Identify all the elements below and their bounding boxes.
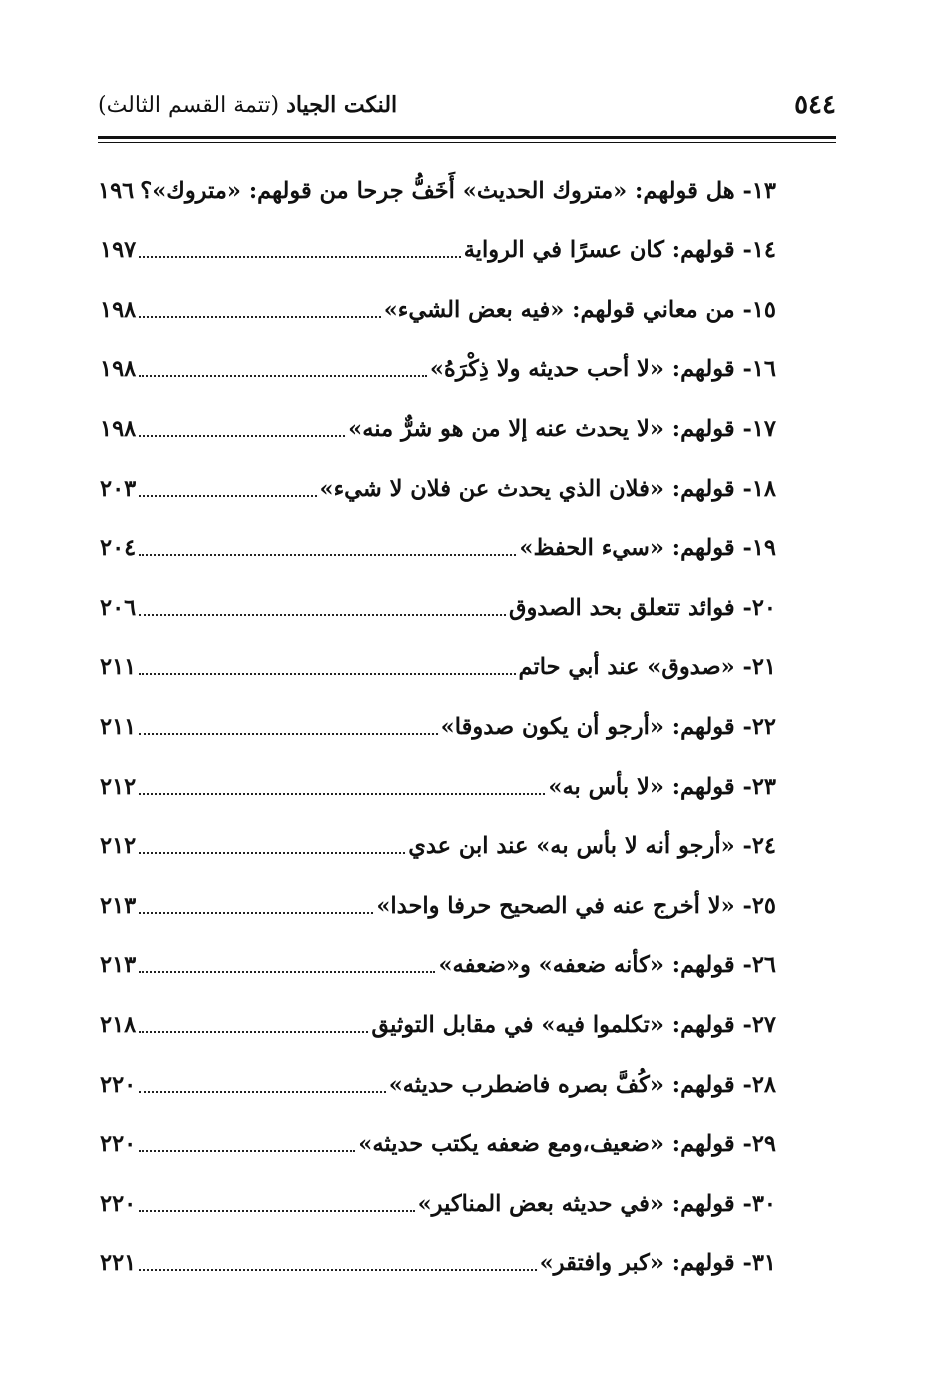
toc-entry <box>100 575 776 635</box>
header-rule-thick <box>98 136 836 139</box>
toc-page-number: ٢٢٠ <box>100 1131 137 1158</box>
dot-leader <box>139 969 435 973</box>
toc-page-number: ٢٠٤ <box>100 535 137 562</box>
toc-entry-title: ٢٧- قولهم: «تكلموا فيه» في مقابل التوثيق <box>371 1011 776 1038</box>
toc-page-number: ٢١٣ <box>100 892 137 919</box>
toc-page-number: ٢٢١ <box>100 1250 137 1277</box>
toc-page-number: ٢٠٦ <box>100 594 137 621</box>
dot-leader <box>139 1208 414 1212</box>
toc-page-number: ١٩٦ <box>98 177 135 204</box>
toc-entry-title: ٣١- قولهم: «كبر وافتقر» <box>539 1250 776 1277</box>
dot-leader <box>139 910 373 914</box>
toc-page-number: ٢١١ <box>100 713 137 740</box>
toc-entry <box>100 1112 776 1172</box>
toc-entry <box>100 218 776 278</box>
toc-entry <box>100 933 776 993</box>
dot-leader <box>139 254 460 258</box>
toc-entry-title: ١٦- قولهم: «لا أحب حديثه ولا ذِكْرَهُ» <box>429 356 776 383</box>
dot-leader <box>139 493 316 497</box>
toc-entry-title: ٢٤- «أرجو أنه لا بأس به» عند ابن عدي <box>408 833 776 860</box>
dot-leader <box>139 731 437 735</box>
dot-leader <box>139 1089 385 1093</box>
toc-entry <box>100 635 776 695</box>
dot-leader <box>139 612 506 616</box>
toc-entry-title: ٢٨- قولهم: «كُفَّ بصره فاضطرب حديثه» <box>388 1071 776 1098</box>
toc-page-number: ١٩٨ <box>100 296 137 323</box>
header-rule-thin <box>98 142 836 143</box>
toc-entry <box>100 158 776 218</box>
toc-entry-title: ٢٣- قولهم: «لا بأس به» <box>548 773 776 800</box>
toc-entry-title: ٢٩- قولهم: «ضعيف،ومع ضعفه يكتب حديثه» <box>358 1131 776 1158</box>
toc-entry <box>100 754 776 814</box>
running-header <box>98 88 836 128</box>
page-number: ٥٤٤ <box>794 90 836 120</box>
toc-entry <box>100 396 776 456</box>
toc-entry <box>100 814 776 874</box>
toc-entry <box>100 1231 776 1291</box>
dot-leader <box>139 552 516 556</box>
dot-leader <box>139 433 345 437</box>
toc-entry-title: ١٩- قولهم: «سيء الحفظ» <box>519 535 776 562</box>
toc-entry-title: ١٥- من معاني قولهم: «فيه بعض الشيء» <box>383 296 776 323</box>
toc-entry <box>100 456 776 516</box>
toc-page-number: ٢٠٣ <box>100 475 137 502</box>
toc-entry-title: ٣٠- قولهم: «في حديثه بعض المناكير» <box>417 1190 776 1217</box>
dot-leader <box>139 850 405 854</box>
toc-page-number: ٢١٨ <box>100 1011 137 1038</box>
dot-leader <box>139 1267 536 1271</box>
table-of-contents <box>100 158 776 1290</box>
toc-page-number: ١٩٨ <box>100 356 137 383</box>
toc-page-number: ٢١٢ <box>100 833 137 860</box>
toc-page-number: ١٩٨ <box>100 415 137 442</box>
toc-entry-title: ٢٠- فوائد تتعلق بحد الصدوق <box>508 594 776 621</box>
toc-entry <box>100 1171 776 1231</box>
running-title <box>98 92 397 118</box>
toc-entry-title: ١٤- قولهم: كان عسرًا في الرواية <box>463 237 776 264</box>
toc-page-number: ٢٢٠ <box>100 1190 137 1217</box>
toc-entry-title: ٢٢- قولهم: «أرجو أن يكون صدوقا» <box>440 713 776 740</box>
toc-entry-title: ١٧- قولهم: «لا يحدث عنه إلا من هو شرٌّ منه» <box>348 415 776 442</box>
dot-leader <box>139 791 545 795</box>
dot-leader <box>139 1029 368 1033</box>
toc-entry <box>100 277 776 337</box>
toc-entry <box>100 694 776 754</box>
toc-entry-title: ١٣- هل قولهم: «متروك الحديث» أَخَفُّ جرحا من قولهم: «متروك»؟ <box>140 177 776 204</box>
dot-leader <box>139 314 380 318</box>
book-title: النكت الجياد <box>286 92 398 118</box>
toc-entry-title: ٢١- «صدوق» عند أبي حاتم <box>518 654 776 681</box>
toc-entry <box>100 337 776 397</box>
toc-entry-title: ٢٦- قولهم: «كأنه ضعفه» و«ضعفه» <box>438 952 776 979</box>
toc-page-number: ٢١١ <box>100 654 137 681</box>
dot-leader <box>139 373 427 377</box>
toc-entry <box>100 1052 776 1112</box>
toc-page-number: ١٩٧ <box>100 237 137 264</box>
dot-leader <box>139 671 515 675</box>
toc-entry <box>100 516 776 576</box>
toc-page-number: ٢١٢ <box>100 773 137 800</box>
toc-entry-title: ١٨- قولهم: «فلان الذي يحدث عن فلان لا شيء» <box>319 475 776 502</box>
toc-page-number: ٢٢٠ <box>100 1071 137 1098</box>
toc-entry <box>100 873 776 933</box>
toc-entry-title: ٢٥- «لا أخرج عنه في الصحيح حرفا واحدا» <box>376 892 776 919</box>
toc-entry <box>100 992 776 1052</box>
section-subtitle: (تتمة القسم الثالث) <box>98 93 280 118</box>
toc-page-number: ٢١٣ <box>100 952 137 979</box>
dot-leader <box>139 1148 355 1152</box>
